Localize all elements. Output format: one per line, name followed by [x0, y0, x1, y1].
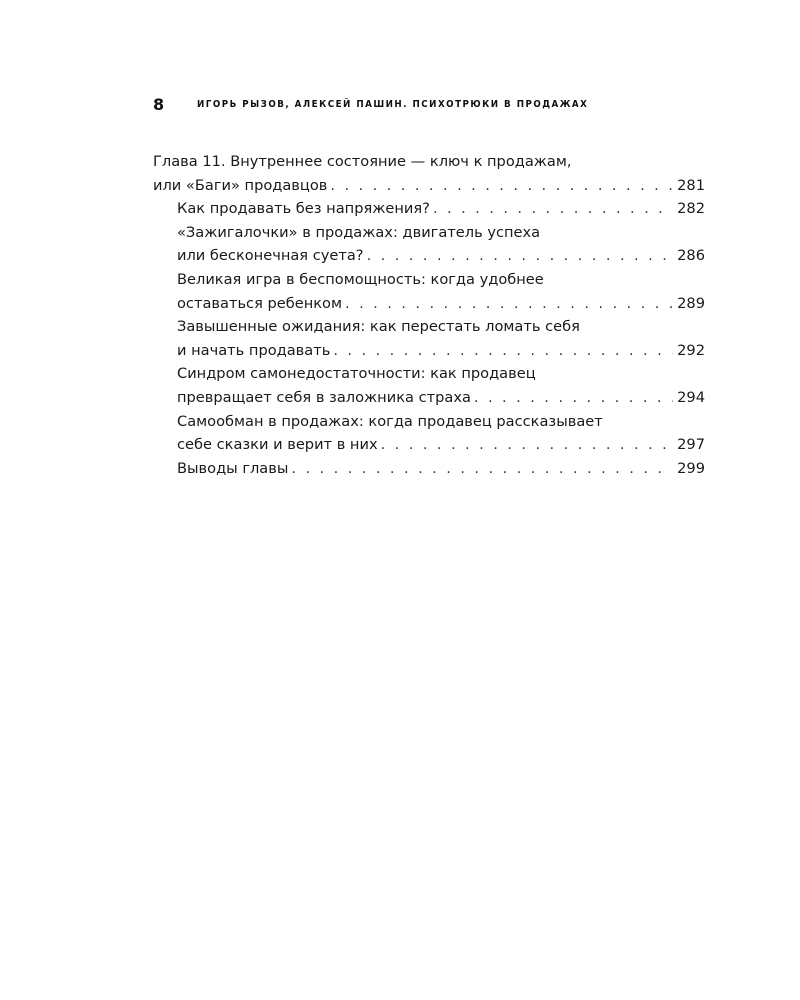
toc-section-entry[interactable] [153, 362, 705, 409]
leader-dots [330, 174, 673, 198]
leader-dots [345, 292, 673, 316]
toc-section-entry[interactable] [153, 221, 705, 268]
toc-page-number: 281 [677, 176, 705, 194]
toc-page-number: 294 [677, 388, 705, 406]
toc-section-title-line2: превращает себя в заложника страха [177, 388, 471, 406]
toc-page-number: 297 [677, 436, 705, 454]
leader-dots [474, 386, 673, 410]
toc-section-title-line1: «Зажигалочки» в продажах: двигатель успеха [177, 223, 541, 241]
toc-section-entry[interactable] [153, 457, 705, 481]
toc-section-title: Как продавать без напряжения? [177, 200, 430, 218]
toc-section-title-line2: или бесконечная суета? [177, 247, 364, 265]
toc-section-title-line1: Самообман в продажах: когда продавец рассказывает [177, 412, 603, 430]
toc-section-entry[interactable] [153, 197, 705, 221]
toc-section-entry[interactable] [153, 410, 705, 457]
leader-dots [433, 197, 673, 221]
page-header [153, 92, 713, 116]
toc-page-number: 299 [677, 459, 705, 477]
leader-dots [333, 339, 673, 363]
toc-chapter-entry[interactable] [153, 150, 705, 197]
toc-section-title-line1: Великая игра в беспомощность: когда удобнее [177, 270, 544, 288]
toc-section-title-line2: и начать продавать [177, 341, 331, 359]
toc-page-number: 282 [677, 200, 705, 218]
toc-section-title-line1: Завышенные ожидания: как перестать ломать себя [177, 318, 580, 336]
toc-section-title-line2: себе сказки и верит в них [177, 436, 378, 454]
toc-page-number: 286 [677, 247, 705, 265]
table-of-contents [153, 150, 705, 480]
toc-section-title-line2: оставаться ребенком [177, 294, 342, 312]
running-head: ИГОРЬ РЫЗОВ, АЛЕКСЕЙ ПАШИН. ПСИХОТРЮКИ В ПРОДАЖАХ [197, 98, 589, 110]
page-number: 8 [153, 94, 165, 114]
toc-page-number: 292 [677, 341, 705, 359]
toc-chapter-title-line2: или «Баги» продавцов [153, 176, 328, 194]
toc-chapter-title-line1: Глава 11. Внутреннее состояние — ключ к продажам, [153, 153, 572, 170]
toc-section-entry[interactable] [153, 315, 705, 362]
leader-dots [367, 244, 674, 268]
toc-section-entry[interactable] [153, 268, 705, 315]
leader-dots [381, 433, 674, 457]
toc-page-number: 289 [677, 294, 705, 312]
toc-section-title-line1: Синдром самонедостаточности: как продавец [177, 365, 536, 383]
leader-dots [291, 457, 673, 481]
toc-section-title: Выводы главы [177, 459, 289, 477]
